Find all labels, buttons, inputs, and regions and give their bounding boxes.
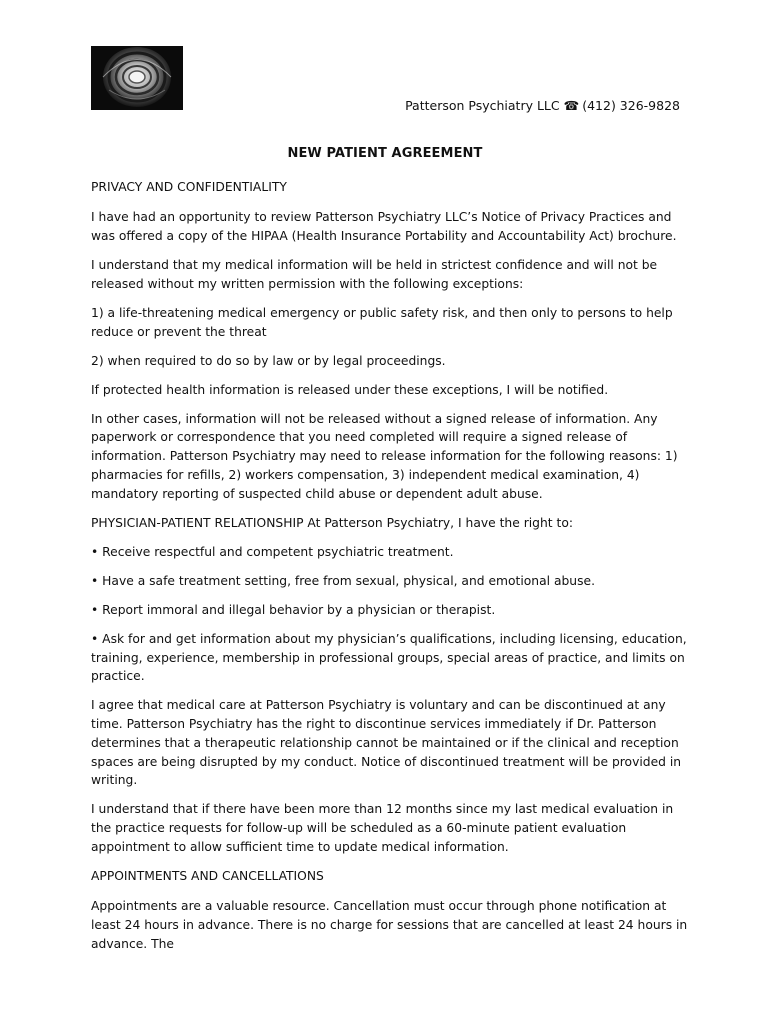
paragraph-evaluation-followup: I understand that if there have been more than 12 months since my last medical evaluation in the practice requests for follow-up will be scheduled as a 60-minute patient evaluation appointment to allow sufficient time to update medical information. bbox=[91, 802, 674, 855]
paragraph-notification: If protected health information is released under these exceptions, I will be notified. bbox=[91, 382, 609, 397]
section-heading-physician-patient: PHYSICIAN-PATIENT RELATIONSHIP At Patterson Psychiatry, I have the right to: bbox=[91, 515, 573, 530]
list-item-qualifications: • Ask for and get information about my physician’s qualifications, including licensing, education, training, experience, membership in professional groups, special areas of practice, and limits on practice. bbox=[91, 631, 687, 684]
spiral-staircase-icon bbox=[91, 46, 183, 110]
document-title: NEW PATIENT AGREEMENT bbox=[287, 146, 483, 161]
practice-phone: (412) 326-9828 bbox=[582, 98, 680, 113]
paragraph-confidentiality: I understand that my medical information will be held in strictest confidence and will not be released without my written permission with the following exceptions: bbox=[91, 258, 658, 291]
paragraph-voluntary-care: I agree that medical care at Patterson Psychiatry is voluntary and can be discontinued at any time. Patterson Psychiatry has the right to discontinue services immediately if Dr. Patterson determines that a therapeutic relationship cannot be maintained or if the clinical and reception spaces are being disrupted by my conduct. Notice of discontinued treatment will be provided in writing. bbox=[91, 698, 682, 788]
paragraph-exception-2: 2) when required to do so by law or by legal proceedings. bbox=[91, 353, 446, 368]
list-item-respectful-treatment: • Receive respectful and competent psychiatric treatment. bbox=[91, 544, 454, 559]
list-item-report-behavior: • Report immoral and illegal behavior by a physician or therapist. bbox=[91, 602, 496, 617]
practice-contact-line bbox=[405, 98, 680, 113]
paragraph-release-of-information: In other cases, information will not be released without a signed release of information. Any paperwork or correspondence that you need completed will require a signed release of information. Patterson Psychiatry may need to release information for the following reasons: 1) pharmacies for refills, 2) workers compensation, 3) independent medical examination, 4) mandatory reporting of suspected child abuse or dependent adult abuse. bbox=[91, 411, 678, 501]
section-heading-appointments: APPOINTMENTS AND CANCELLATIONS bbox=[91, 869, 324, 884]
document-body bbox=[91, 178, 691, 964]
list-item-safe-setting: • Have a safe treatment setting, free from sexual, physical, and emotional abuse. bbox=[91, 573, 595, 588]
paragraph-privacy-notice: I have had an opportunity to review Patterson Psychiatry LLC’s Notice of Privacy Practices and was offered a copy of the HIPAA (Health Insurance Portability and Accountability Act) brochure. bbox=[91, 210, 677, 244]
telephone-icon: ☎ bbox=[563, 98, 580, 113]
paragraph-exception-1: 1) a life-threatening medical emergency or public safety risk, and then only to persons to help reduce or prevent the threat bbox=[91, 305, 673, 339]
logo-image bbox=[91, 46, 183, 110]
paragraph-cancellations: Appointments are a valuable resource. Cancellation must occur through phone notification at least 24 hours in advance. There is no charge for sessions that are cancelled at least 24 hours in advance. The bbox=[91, 899, 688, 951]
practice-name: Patterson Psychiatry LLC bbox=[405, 98, 560, 113]
section-heading-privacy: PRIVACY AND CONFIDENTIALITY bbox=[91, 180, 287, 194]
